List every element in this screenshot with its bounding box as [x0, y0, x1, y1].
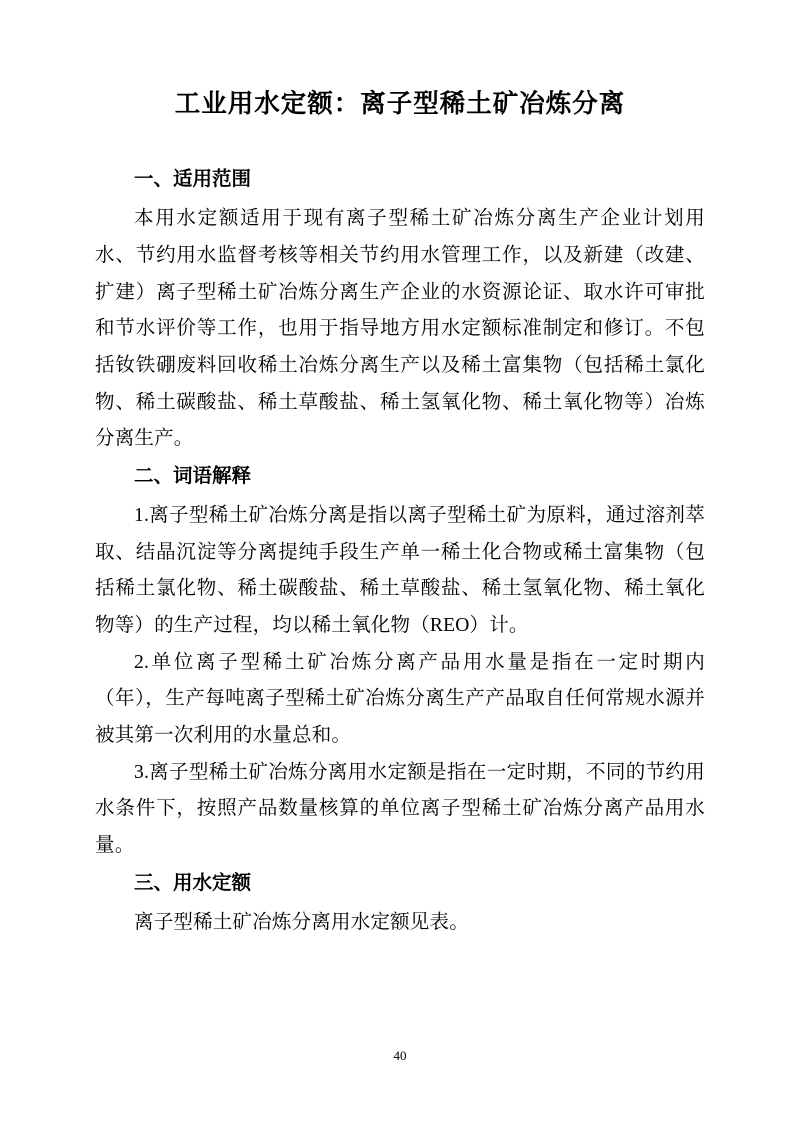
section-heading-scope: 一、适用范围 — [134, 168, 252, 191]
section-heading-terms: 二、词语解释 — [134, 464, 252, 487]
paragraph-terms-1: 1.离子型稀土矿冶炼分离是指以离子型稀土矿为原料，通过溶剂萃取、结晶沉淀等分离提纯手段生产单一稀土化合物或稀土富集物（包括稀土氯化物、稀土碳酸盐、稀土草酸盐、稀土氢氧化物、稀土氧化物等）的生产过程，均以稀土氧化物（REO）计。 — [95, 504, 705, 636]
page-title: 工业用水定额：离子型稀土矿冶炼分离 — [174, 90, 626, 118]
paragraph-scope-1: 本用水定额适用于现有离子型稀土矿冶炼分离生产企业计划用水、节约用水监督考核等相关节约用水管理工作，以及新建（改建、扩建）离子型稀土矿冶炼分离生产企业的水资源论证、取水许可审批和节水评价等工作，也用于指导地方用水定额标准制定和修订。不包括钕铁硼废料回收稀土冶炼分离生产以及稀土富集物（包括稀土氯化物、稀土碳酸盐、稀土草酸盐、稀土氢氧化物、稀土氧化物等）冶炼分离生产。 — [95, 208, 705, 450]
section-terms — [95, 458, 705, 865]
paragraph-terms-3: 3.离子型稀土矿冶炼分离用水定额是指在一定时期，不同的节约用水条件下，按照产品数量核算的单位离子型稀土矿冶炼分离产品用水量。 — [95, 761, 705, 856]
paragraph-quota-1: 离子型稀土矿冶炼分离用水定额见表。 — [134, 911, 469, 933]
page-content — [95, 85, 705, 941]
page-number: 40 — [393, 1048, 407, 1063]
section-scope — [95, 161, 705, 458]
section-quota — [95, 865, 705, 942]
section-heading-quota: 三、用水定额 — [134, 871, 252, 894]
paragraph-terms-2: 2.单位离子型稀土矿冶炼分离产品用水量是指在一定时期内（年），生产每吨离子型稀土矿冶炼分离生产产品取自任何常规水源并被其第一次利用的水量总和。 — [95, 651, 705, 746]
